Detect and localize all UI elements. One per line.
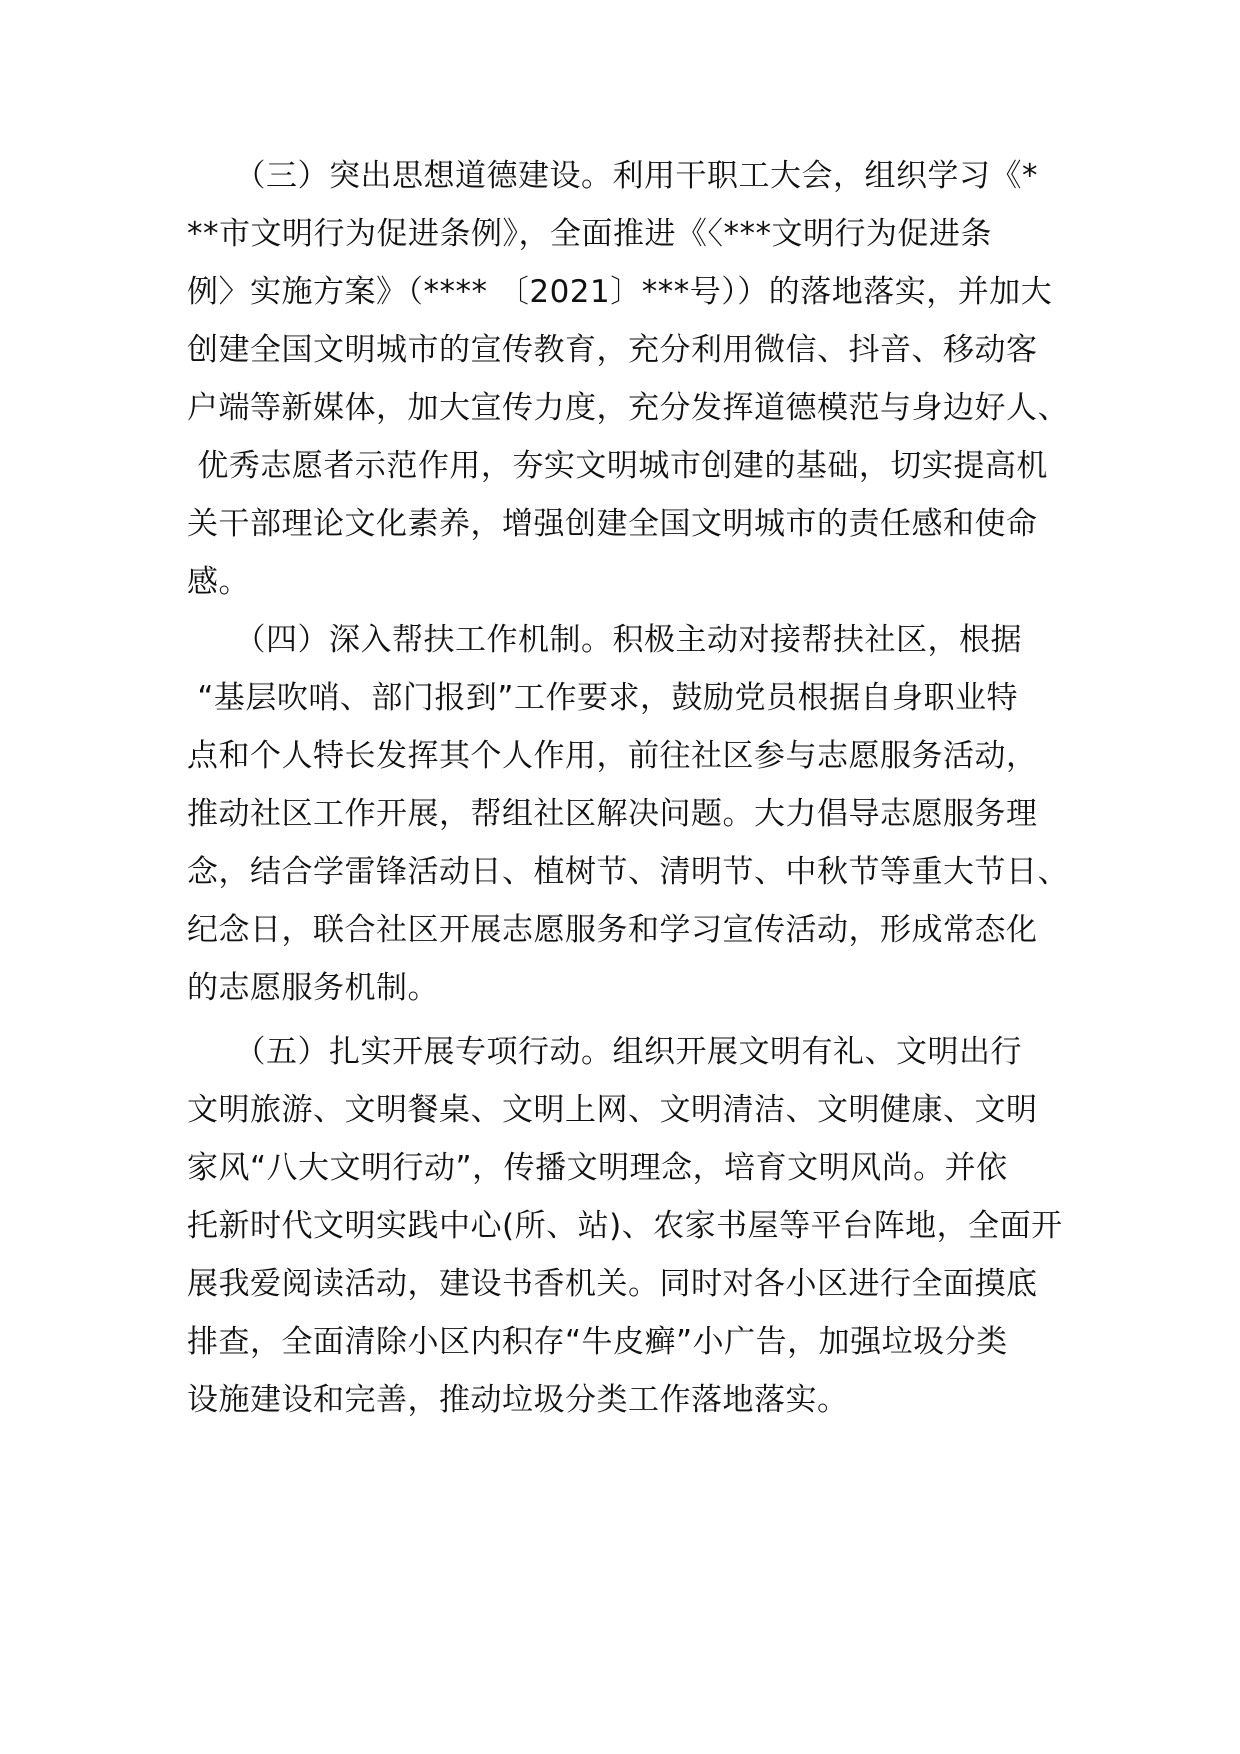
text-line: 念，结合学雷锋活动日、植树节、清明节、中秋节等重大节日、 [187, 854, 1069, 890]
text-line: “基层吹哨、部门报到”工作要求，鼓励党员根据自身职业特 [187, 680, 1018, 716]
text-line: 例〉实施方案》（**** 〔2021〕***号））的落地落实，并加大 [187, 274, 1053, 310]
text-line: 纪念日，联合社区开展志愿服务和学习宣传活动，形成常态化 [187, 912, 1038, 948]
text-line: 的志愿服务机制。 [187, 970, 439, 1006]
text-line: （四）深入帮扶工作机制。积极主动对接帮扶社区，根据 [187, 622, 1022, 658]
text-line: （三）突出思想道德建设。利用干职工大会，组织学习《* [187, 158, 1038, 194]
text-line: **市文明行为促进条例》，全面推进《〈***文明行为促进条 [187, 216, 992, 252]
text-line: 家风“八大文明行动”，传播文明理念，培育文明风尚。并依 [187, 1150, 1008, 1186]
text-line: 展我爱阅读活动，建设书香机关。同时对各小区进行全面摸底 [187, 1266, 1038, 1302]
text-line: 推动社区工作开展，帮组社区解决问题。大力倡导志愿服务理 [187, 796, 1038, 832]
text-line: 文明旅游、文明餐桌、文明上网、文明清洁、文明健康、文明 [187, 1092, 1038, 1128]
text-line: 户端等新媒体，加大宣传力度，充分发挥道德模范与身边好人、 [187, 390, 1069, 426]
text-line: （五）扎实开展专项行动。组织开展文明有礼、文明出行 [187, 1034, 1022, 1070]
text-line: 创建全国文明城市的宣传教育，充分利用微信、抖音、移动客 [187, 332, 1038, 368]
text-line: 设施建设和完善，推动垃圾分类工作落地落实。 [187, 1382, 849, 1418]
text-line: 点和个人特长发挥其个人作用，前往社区参与志愿服务活动， [187, 738, 1038, 774]
text-line: 优秀志愿者示范作用，夯实文明城市创建的基础，切实提高机 [187, 448, 1048, 484]
text-line: 关干部理论文化素养，增强创建全国文明城市的责任感和使命 [187, 506, 1038, 542]
text-line: 排查，全面清除小区内积存“牛皮癣”小广告，加强垃圾分类 [187, 1324, 1008, 1360]
text-line: 感。 [187, 564, 250, 600]
text-line: 托新时代文明实践中心(所、站)、农家书屋等平台阵地，全面开 [187, 1208, 1063, 1244]
